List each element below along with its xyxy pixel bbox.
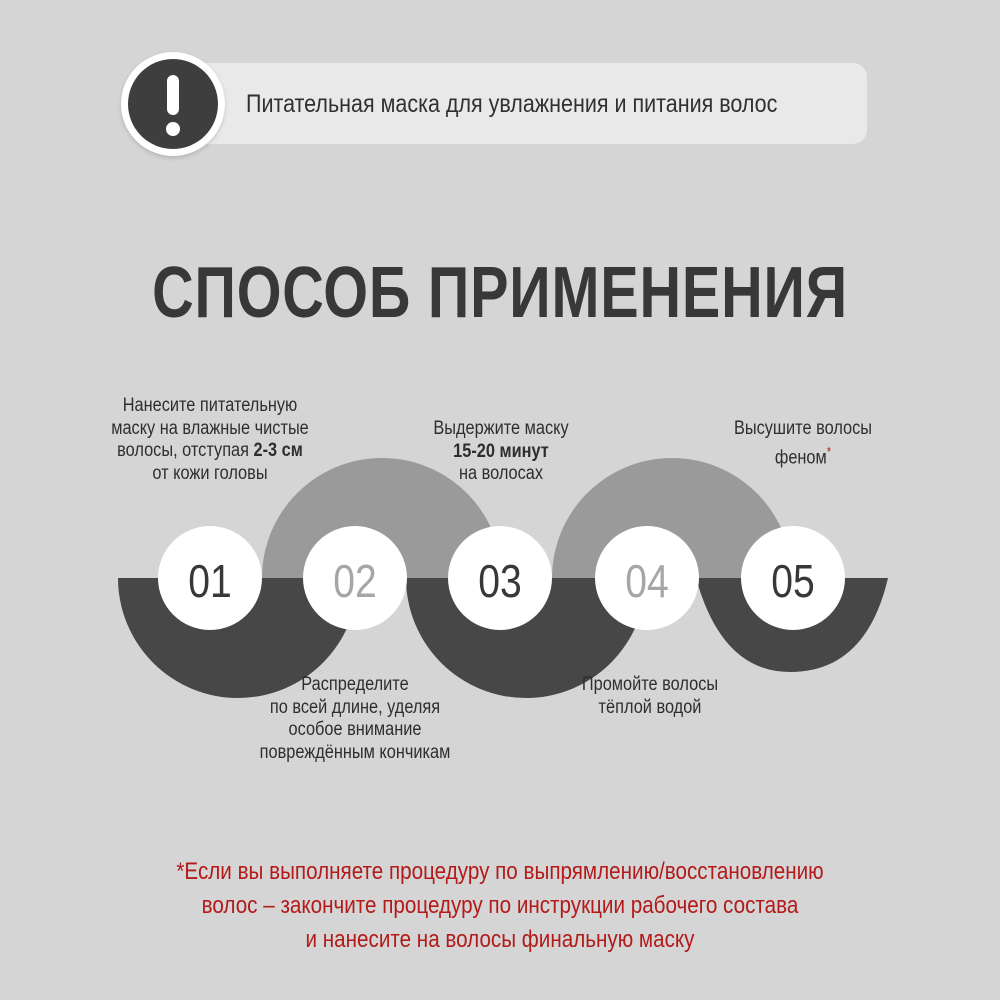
step-number-05: 05 — [771, 556, 815, 608]
step-02-description: Распределите по всей длине, уделяя особое внимание повреждённым кончикам — [259, 674, 451, 763]
footnote: *Если вы выполняете процедуру по выпрямлению/восстановлению волос – закончите процедуру по инструкции рабочего состава и нанесите на волосы финальную маску — [176, 858, 824, 953]
step-05-description: Высушите волосы феном* — [733, 418, 873, 468]
step-04-description: Промойте волосы тёплой водой — [581, 674, 719, 718]
step-01-description: Нанесите питательную маску на влажные чистые волосы, отступая 2-3 см от кожи головы — [111, 395, 309, 484]
step-number-04: 04 — [625, 556, 669, 608]
step-number-01: 01 — [188, 556, 232, 608]
step-circle-05 — [741, 526, 845, 630]
step-03-description: Выдержите маску 15-20 минут на волосах — [433, 418, 569, 484]
step-circle-01 — [158, 526, 262, 630]
step-circle-02 — [303, 526, 407, 630]
step-circle-03 — [448, 526, 552, 630]
step-number-03: 03 — [478, 556, 522, 608]
page-title: СПОСОБ ПРИМЕНЕНИЯ — [152, 253, 848, 333]
step-circle-04 — [595, 526, 699, 630]
notice-text: Питательная маска для увлажнения и питания волос — [246, 90, 778, 118]
step-number-02: 02 — [333, 556, 377, 608]
